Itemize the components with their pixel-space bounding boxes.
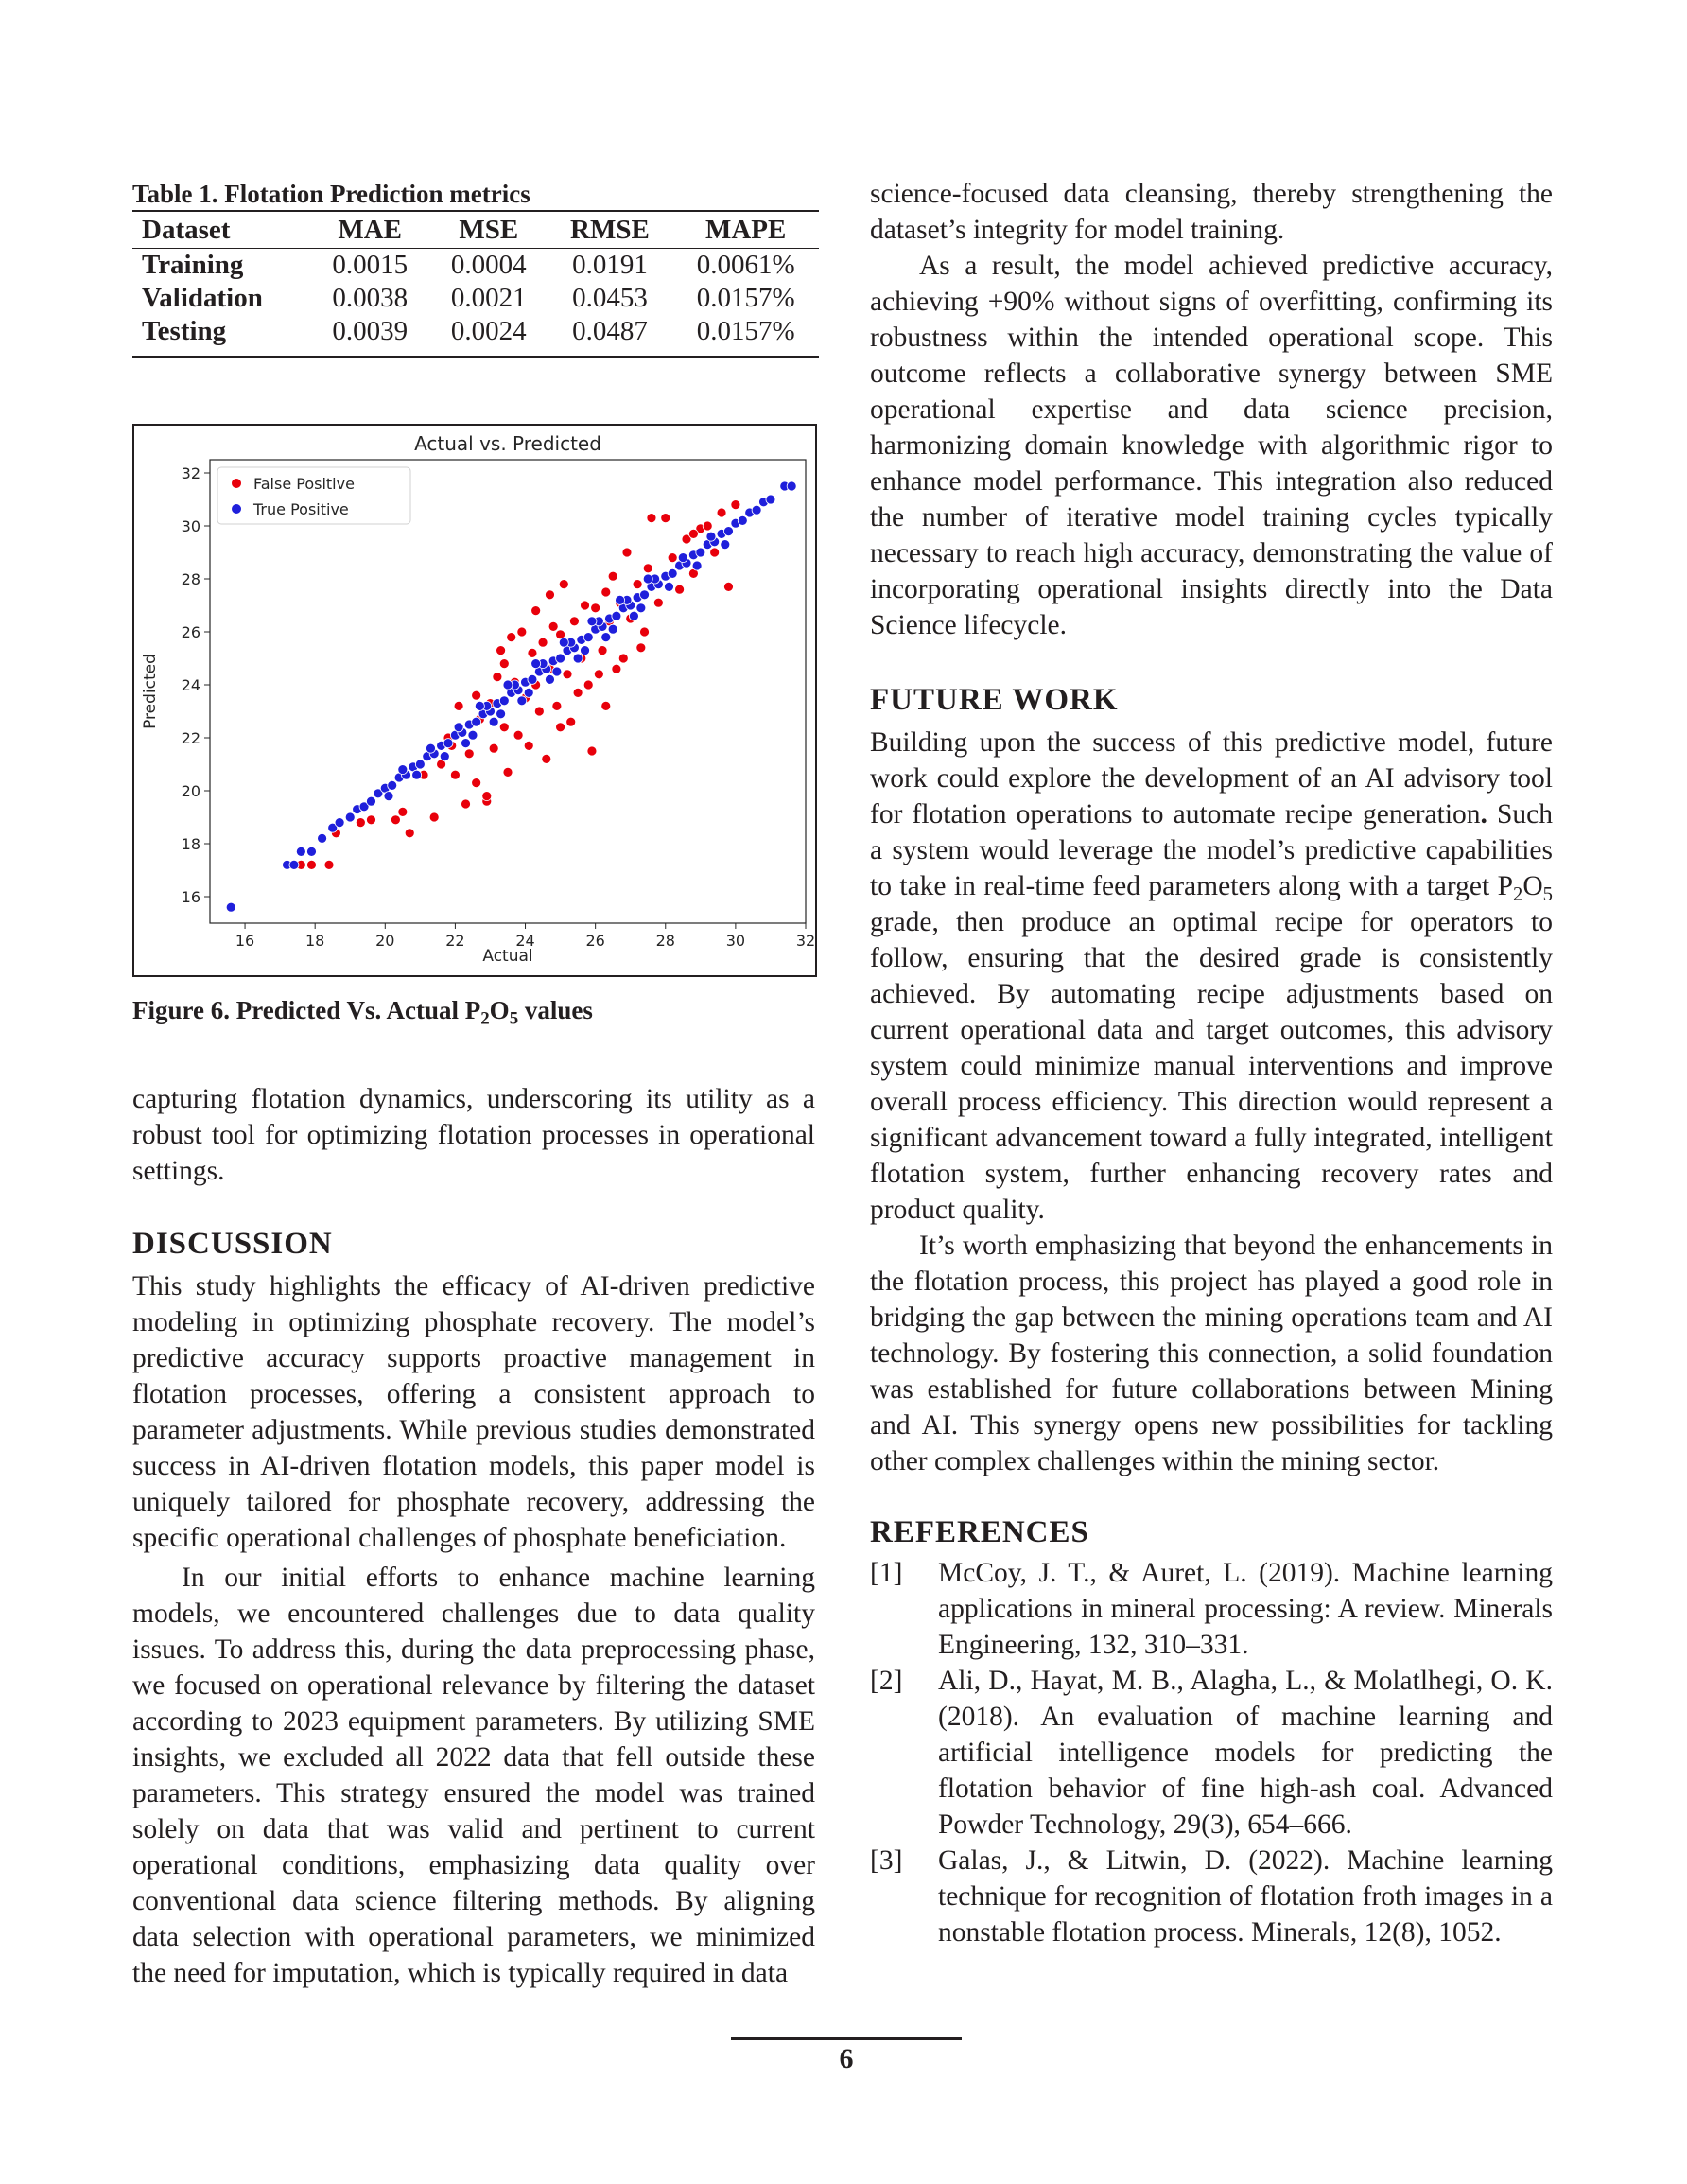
data-point (429, 812, 439, 822)
data-point (405, 829, 414, 838)
data-point (633, 580, 642, 589)
body-paragraph: capturing flotation dynamics, underscoring its utility as a robust tool for optimizing flotation processes in operational settings. (132, 1084, 815, 1186)
data-point (678, 553, 687, 563)
y-tick-label: 28 (181, 570, 200, 588)
table-cell: Validation (142, 283, 263, 313)
reference-number: [3] (870, 1845, 903, 1876)
table-cell: 0.0453 (572, 283, 648, 313)
data-point (545, 590, 554, 600)
table-cell: 0.0015 (332, 250, 409, 280)
data-point (573, 688, 583, 697)
data-point (601, 701, 611, 710)
table-cell: 0.0039 (309, 315, 428, 357)
data-point (608, 624, 617, 634)
data-point (668, 553, 677, 563)
table-row (132, 282, 819, 315)
data-point (601, 587, 611, 597)
data-point (524, 688, 533, 697)
reference-item (870, 1555, 1553, 1663)
data-point (489, 717, 498, 726)
data-point (675, 585, 685, 594)
data-point (391, 815, 400, 825)
data-point (475, 701, 484, 710)
data-point (573, 654, 583, 663)
data-point (335, 818, 344, 828)
data-point (499, 696, 509, 706)
y-tick-label: 30 (181, 517, 200, 535)
data-point (583, 680, 593, 690)
table-cell: 0.0004 (450, 250, 527, 280)
data-point (366, 796, 375, 806)
data-point (552, 667, 562, 676)
y-tick-label: 26 (181, 623, 200, 641)
data-point (398, 765, 408, 775)
data-point (696, 548, 705, 557)
data-point (450, 770, 460, 779)
table-header-dataset: Dataset (132, 211, 309, 249)
data-point (723, 527, 733, 536)
legend-label-false-positive: False Positive (253, 475, 355, 493)
table-row (132, 249, 819, 283)
data-point (661, 514, 670, 523)
data-point (493, 673, 502, 682)
reference-item (870, 1663, 1553, 1843)
subscript: 5 (1542, 884, 1553, 906)
data-point (738, 515, 747, 525)
data-point (556, 654, 565, 663)
data-point (583, 633, 593, 642)
data-point (559, 580, 568, 589)
y-tick-label: 24 (181, 676, 200, 694)
table-cell: 0.0157% (696, 283, 795, 313)
data-point (787, 481, 796, 491)
data-point (468, 730, 478, 740)
section-heading-future-work: FUTURE WORK (870, 683, 1119, 717)
table-cell: 0.0024 (428, 315, 548, 357)
data-point (296, 847, 305, 856)
table-cell: 0.0021 (450, 283, 527, 313)
data-point (647, 514, 656, 523)
table-header-row (132, 211, 819, 249)
table-cell: Training (142, 250, 244, 280)
data-point (366, 815, 375, 825)
data-point (653, 598, 663, 607)
data-point (569, 617, 579, 626)
x-tick-label: 20 (375, 932, 395, 950)
metrics-table (132, 210, 819, 358)
x-tick-label: 18 (304, 932, 325, 950)
data-point (384, 792, 393, 801)
data-point (496, 646, 506, 655)
table-row (132, 315, 819, 357)
data-point (454, 723, 463, 732)
data-point (528, 674, 537, 684)
data-point (454, 701, 463, 710)
data-point (461, 739, 471, 748)
figure-caption-text: O (489, 996, 510, 1024)
data-point (517, 696, 527, 706)
x-tick-label: 30 (725, 932, 746, 950)
data-point (443, 739, 453, 748)
table-header-mae: MAE (309, 211, 428, 249)
data-point (531, 606, 541, 616)
data-point (563, 670, 572, 679)
data-point (356, 818, 365, 828)
x-tick-label: 32 (795, 932, 815, 950)
body-text: Such a system would leverage the model’s predictive capabilities to take in real-time feed parameters along with a target P (870, 799, 1554, 901)
data-point (499, 723, 509, 732)
body-paragraph: science-focused data cleansing, thereby strengthening the dataset’s integrity for model training. (870, 179, 1553, 245)
scatter-chart (134, 426, 815, 975)
table-caption: Table 1. Flotation Prediction metrics (132, 180, 530, 208)
body-text: grade, then produce an optimal recipe for operators to follow, ensuring that the desired grade is consistently achieved. By automating recipe adjustments based on current operational data and target outcomes, this advisory system could minimize manual interventions and improve overall process efficiency. This direction would represent a significant advancement toward a fully integrated, intelligent flotation system, further enhancing recovery rates and product quality. (870, 907, 1553, 1225)
data-point (703, 521, 712, 531)
data-point (542, 754, 551, 763)
data-point (324, 860, 334, 869)
data-point (545, 674, 554, 684)
y-tick-label: 16 (181, 888, 200, 906)
figure-caption-text: Figure 6. Predicted Vs. Actual P (132, 996, 481, 1024)
legend-label-true-positive: True Positive (253, 500, 349, 518)
body-paragraph: This study highlights the efficacy of AI-driven predictive modeling in optimizing phosphate recovery. The model’s predictive accuracy supports proactive management in flotation processes, offering a consistent approach to parameter adjustments. While previous studies demonstrated success in AI-driven flotation models, this paper model is uniquely tailored for phosphate recovery, addressing the specific operational challenges of phosphate beneficiation. (132, 1271, 815, 1553)
data-point (668, 568, 677, 578)
table-header-mse: MSE (428, 211, 548, 249)
body-paragraph: In our initial efforts to enhance machine learning models, we encountered challenges due to data quality issues. To address this, during the data preprocessing phase, we focused on operational relevance by filtering the dataset according to 2023 equipment parameters. By utilizing SME insights, we excluded all 2022 data that fell outside these parameters. This strategy ensured the model was trained solely on data that was valid and pertinent to current operational conditions, emphasizing data quality over conventional data science filtering methods. By aligning data selection with operational parameters, we minimized the need for imputation, which is typically required in data (132, 1563, 815, 1988)
data-point (517, 627, 527, 637)
table-cell: 0.0061% (696, 250, 795, 280)
data-point (601, 633, 611, 642)
data-point (559, 638, 568, 647)
data-point (507, 633, 516, 642)
data-point (226, 902, 235, 912)
data-point (581, 601, 590, 610)
data-point (664, 582, 673, 591)
page-number: 6 (839, 2043, 854, 2074)
x-tick-label: 28 (655, 932, 675, 950)
data-point (594, 670, 603, 679)
data-point (622, 548, 632, 557)
data-point (618, 654, 628, 663)
body-text: . (1480, 799, 1487, 830)
body-text: Building upon the success of this predictive model, future work could explore the development of an AI advisory tool for flotation operations to automate recipe generation (870, 727, 1553, 830)
table-cell: 0.0191 (572, 250, 648, 280)
data-point (482, 792, 492, 801)
table-cell: Testing (132, 315, 309, 357)
data-point (612, 611, 621, 620)
data-point (472, 717, 481, 726)
data-point (412, 770, 422, 779)
reference-text: McCoy, J. T., & Auret, L. (2019). Machine learning applications in mineral processing: A review. Minerals Engineering, 132, 310–331. (938, 1558, 1553, 1660)
data-point (766, 495, 775, 504)
body-paragraph (870, 725, 1553, 1228)
data-point (717, 508, 726, 517)
data-point (388, 780, 397, 790)
data-point (643, 564, 652, 573)
figure-caption (132, 994, 815, 1029)
data-point (472, 778, 481, 788)
data-point (608, 571, 617, 581)
x-tick-label: 22 (445, 932, 465, 950)
y-axis-label: Predicted (141, 654, 160, 729)
body-text: O (1522, 871, 1543, 901)
data-point (636, 603, 646, 613)
data-point (752, 505, 761, 515)
table-cell: 0.0038 (332, 283, 409, 313)
figure-caption-subscript: 2 (480, 1008, 490, 1029)
data-point (640, 590, 650, 600)
data-point (688, 529, 698, 538)
table-header-rmse: RMSE (548, 211, 671, 249)
table-cell: 0.0487 (548, 315, 671, 357)
x-tick-label: 16 (235, 932, 255, 950)
table-cell: 0.0157% (670, 315, 819, 357)
data-point (524, 741, 533, 750)
figure-6-frame (132, 424, 817, 977)
x-tick-label: 26 (585, 932, 605, 950)
right-column (870, 176, 1553, 1950)
data-point (640, 627, 650, 637)
data-point (581, 646, 590, 655)
x-axis-label: Actual (482, 947, 533, 966)
data-point (616, 595, 625, 604)
y-tick-label: 18 (181, 835, 200, 853)
data-point (306, 847, 316, 856)
reference-text: Ali, D., Hayat, M. B., Alagha, L., & Molatlhegi, O. K. (2018). An evaluation of machine learning and artificial intelligence models for predicting the flotation behavior of fine high-ash coal. Advanced Powder Technology, 29(3), 654–666. (938, 1666, 1553, 1840)
body-paragraph: As a result, the model achieved predictive accuracy, achieving +90% without signs of overfitting, confirming its robustness within the intended operational scope. This outcome reflects a collaborative synergy between SME operational expertise and data science precision, harmonizing domain knowledge with algorithmic rigor to enhance model performance. This integration also reduced the number of iterative model training cycles typically necessary to reach high accuracy, demonstrating the value of incorporating operational insights directly into the Data Science lifecycle. (870, 251, 1553, 640)
data-point (345, 812, 355, 822)
data-point (513, 730, 523, 740)
data-point (503, 680, 513, 690)
y-tick-label: 32 (181, 464, 200, 482)
legend-marker-false-positive (232, 479, 241, 488)
data-point (534, 707, 544, 716)
data-point (306, 860, 316, 869)
data-point (461, 799, 471, 809)
y-tick-label: 20 (181, 782, 200, 800)
data-point (289, 860, 299, 869)
data-point (629, 611, 638, 620)
data-point (531, 659, 541, 669)
left-column (132, 172, 815, 1991)
data-point (499, 659, 509, 669)
subscript: 2 (1513, 884, 1523, 906)
reference-text: Galas, J., & Litwin, D. (2022). Machine learning technique for recognition of flotation froth images in a nonstable flotation process. Minerals, 12(8), 1052. (938, 1845, 1553, 1948)
data-point (426, 743, 435, 753)
data-point (636, 643, 646, 653)
reference-item (870, 1843, 1553, 1950)
legend-marker-true-positive (232, 504, 241, 514)
data-point (566, 717, 576, 726)
footer-rule (731, 2037, 962, 2040)
reference-number: [2] (870, 1666, 903, 1696)
table-header-mape: MAPE (670, 211, 819, 249)
data-point (548, 621, 558, 631)
data-point (415, 760, 425, 769)
body-paragraph: It’s worth emphasizing that beyond the enhancements in the flotation process, this project has played a good role in bridging the gap between the mining operations team and AI technology. By fostering this connection, a solid foundation was established for future collaborations between Mining and AI. This synergy opens new possibilities for tackling other complex challenges within the mining sector. (870, 1231, 1553, 1476)
data-point (710, 548, 720, 557)
x-tick-label: 24 (515, 932, 535, 950)
data-point (440, 752, 449, 761)
data-point (721, 540, 730, 550)
chart-legend (217, 467, 410, 524)
data-point (528, 648, 537, 657)
reference-number: [1] (870, 1558, 903, 1588)
y-tick-label: 22 (181, 729, 200, 747)
data-point (496, 709, 506, 719)
section-heading-references: REFERENCES (870, 1515, 1089, 1549)
data-point (538, 638, 548, 647)
data-point (692, 561, 702, 570)
data-point (503, 767, 513, 777)
data-point (318, 833, 327, 843)
data-point (643, 574, 652, 584)
data-point (723, 582, 733, 591)
data-point (556, 723, 565, 732)
data-point (489, 743, 498, 753)
data-point (731, 500, 740, 510)
section-heading-discussion: DISCUSSION (132, 1227, 333, 1261)
chart-title: Actual vs. Predicted (414, 432, 601, 455)
data-point (398, 807, 408, 816)
data-point (612, 664, 621, 673)
data-point (587, 617, 597, 626)
data-point (464, 749, 474, 759)
data-point (591, 603, 600, 613)
data-point (552, 701, 562, 710)
data-point (706, 532, 716, 541)
data-point (472, 690, 481, 700)
figure-caption-subscript: 5 (509, 1008, 519, 1029)
data-point (598, 646, 607, 655)
data-point (587, 746, 597, 756)
figure-caption-text: values (518, 996, 593, 1024)
